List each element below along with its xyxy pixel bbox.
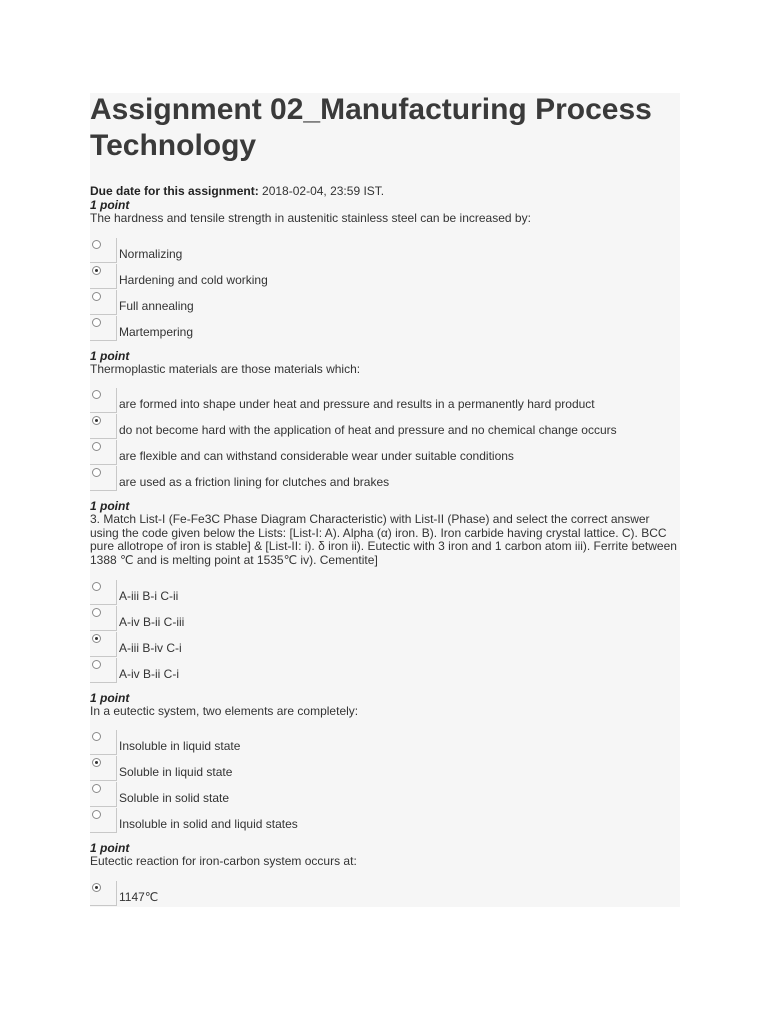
- radio-frame: [90, 606, 117, 631]
- question-points: 1 point: [90, 690, 130, 705]
- radio-button[interactable]: [92, 442, 101, 451]
- radio-button[interactable]: [92, 240, 101, 249]
- answer-options: [90, 580, 680, 684]
- question-text: Thermoplastic materials are those materials which:: [90, 361, 361, 376]
- option-label: Normalizing: [119, 246, 183, 261]
- radio-button-selected[interactable]: [92, 883, 101, 892]
- question-1: [90, 198, 680, 342]
- radio-button[interactable]: [92, 732, 101, 741]
- answer-option[interactable]: [90, 316, 680, 342]
- due-date-label: Due date for this assignment:: [90, 184, 259, 198]
- option-label: 1147℃: [119, 889, 159, 904]
- question-points: 1 point: [90, 348, 130, 363]
- question-4: [90, 691, 680, 835]
- radio-button[interactable]: [92, 660, 101, 669]
- answer-option[interactable]: [90, 658, 680, 684]
- question-text: In a eutectic system, two elements are completely:: [90, 703, 359, 718]
- radio-frame: [90, 632, 117, 657]
- answer-option[interactable]: [90, 606, 680, 632]
- radio-frame: [90, 440, 117, 465]
- assignment-content: [90, 93, 680, 907]
- due-date-value: 2018-02-04, 23:59 IST.: [258, 184, 385, 198]
- answer-option[interactable]: [90, 414, 680, 440]
- radio-button[interactable]: [92, 292, 101, 301]
- due-date: [90, 184, 680, 198]
- radio-frame: [90, 808, 117, 833]
- radio-frame: [90, 658, 117, 683]
- answer-option[interactable]: [90, 881, 680, 907]
- radio-button[interactable]: [92, 582, 101, 591]
- radio-frame: [90, 264, 117, 289]
- radio-button-selected[interactable]: [92, 416, 101, 425]
- question-points: 1 point: [90, 499, 130, 514]
- option-label: Soluble in liquid state: [119, 765, 233, 780]
- radio-frame: [90, 414, 117, 439]
- option-label: Insoluble in solid and liquid states: [119, 817, 298, 832]
- question-list: [90, 198, 680, 907]
- answer-options: [90, 730, 680, 834]
- option-label: are flexible and can withstand considerable wear under suitable conditions: [119, 449, 514, 464]
- question-text: The hardness and tensile strength in austenitic stainless steel can be increased by:: [90, 211, 531, 225]
- radio-button[interactable]: [92, 784, 101, 793]
- answer-option[interactable]: [90, 580, 680, 606]
- option-label: A-iii B-iv C-i: [119, 640, 182, 655]
- radio-frame: [90, 782, 117, 807]
- question-text: 3. Match List-I (Fe-Fe3C Phase Diagram Characteristic) with List-II (Phase) and select the correct answer using the code given below the Lists: [List-I: A). Alpha (α) iron. B). Iron carbide having crystal lattice. C). BCC pure allotrope of iron is stable] & [List-II: i). δ iron ii). Eutectic with 3 iron and 1 carbon atom iii). Ferrite between 1388 ℃ and is melting point at 1535℃ iv). Cementite]: [90, 512, 677, 567]
- assignment-sheet: [90, 93, 680, 907]
- answer-option[interactable]: [90, 730, 680, 756]
- answer-option[interactable]: [90, 264, 680, 290]
- answer-option[interactable]: [90, 632, 680, 658]
- answer-option[interactable]: [90, 808, 680, 834]
- radio-frame: [90, 881, 117, 906]
- question-5: [90, 841, 680, 907]
- radio-frame: [90, 290, 117, 315]
- radio-button[interactable]: [92, 468, 101, 477]
- radio-frame: [90, 756, 117, 781]
- answer-option[interactable]: [90, 440, 680, 466]
- option-label: A-iv B-ii C-i: [119, 666, 179, 681]
- radio-button-selected[interactable]: [92, 266, 101, 275]
- question-text: Eutectic reaction for iron-carbon system occurs at:: [90, 854, 357, 869]
- answer-option[interactable]: [90, 756, 680, 782]
- answer-option[interactable]: [90, 238, 680, 264]
- option-label: Hardening and cold working: [119, 272, 268, 287]
- answer-options: [90, 238, 680, 342]
- option-label: Insoluble in liquid state: [119, 739, 241, 754]
- radio-frame: [90, 730, 117, 755]
- radio-button[interactable]: [92, 318, 101, 327]
- radio-button-selected[interactable]: [92, 758, 101, 767]
- answer-option[interactable]: [90, 466, 680, 492]
- question-points: 1 point: [90, 841, 130, 856]
- radio-frame: [90, 238, 117, 263]
- option-label: A-iii B-i C-ii: [119, 588, 179, 603]
- radio-button[interactable]: [92, 810, 101, 819]
- answer-option[interactable]: [90, 388, 680, 414]
- radio-button[interactable]: [92, 608, 101, 617]
- option-label: are formed into shape under heat and pressure and results in a permanently hard product: [119, 397, 595, 412]
- option-label: Soluble in solid state: [119, 791, 230, 806]
- radio-frame: [90, 466, 117, 491]
- option-label: are used as a friction lining for clutches and brakes: [119, 475, 390, 490]
- option-label: Full annealing: [119, 298, 194, 313]
- question-3: [90, 499, 680, 683]
- question-points: 1 point: [90, 198, 130, 212]
- radio-frame: [90, 388, 117, 413]
- answer-option[interactable]: [90, 782, 680, 808]
- radio-frame: [90, 316, 117, 341]
- answer-option[interactable]: [90, 290, 680, 316]
- option-label: A-iv B-ii C-iii: [119, 614, 185, 629]
- radio-button[interactable]: [92, 390, 101, 399]
- answer-options: [90, 881, 680, 907]
- option-label: Martempering: [119, 324, 194, 339]
- radio-button-selected[interactable]: [92, 634, 101, 643]
- answer-options: [90, 388, 680, 492]
- page-title: Assignment 02_Manufacturing Process Technology: [90, 93, 652, 162]
- option-label: do not become hard with the application of heat and pressure and no chemical change occurs: [119, 423, 617, 438]
- question-2: [90, 349, 680, 493]
- radio-frame: [90, 580, 117, 605]
